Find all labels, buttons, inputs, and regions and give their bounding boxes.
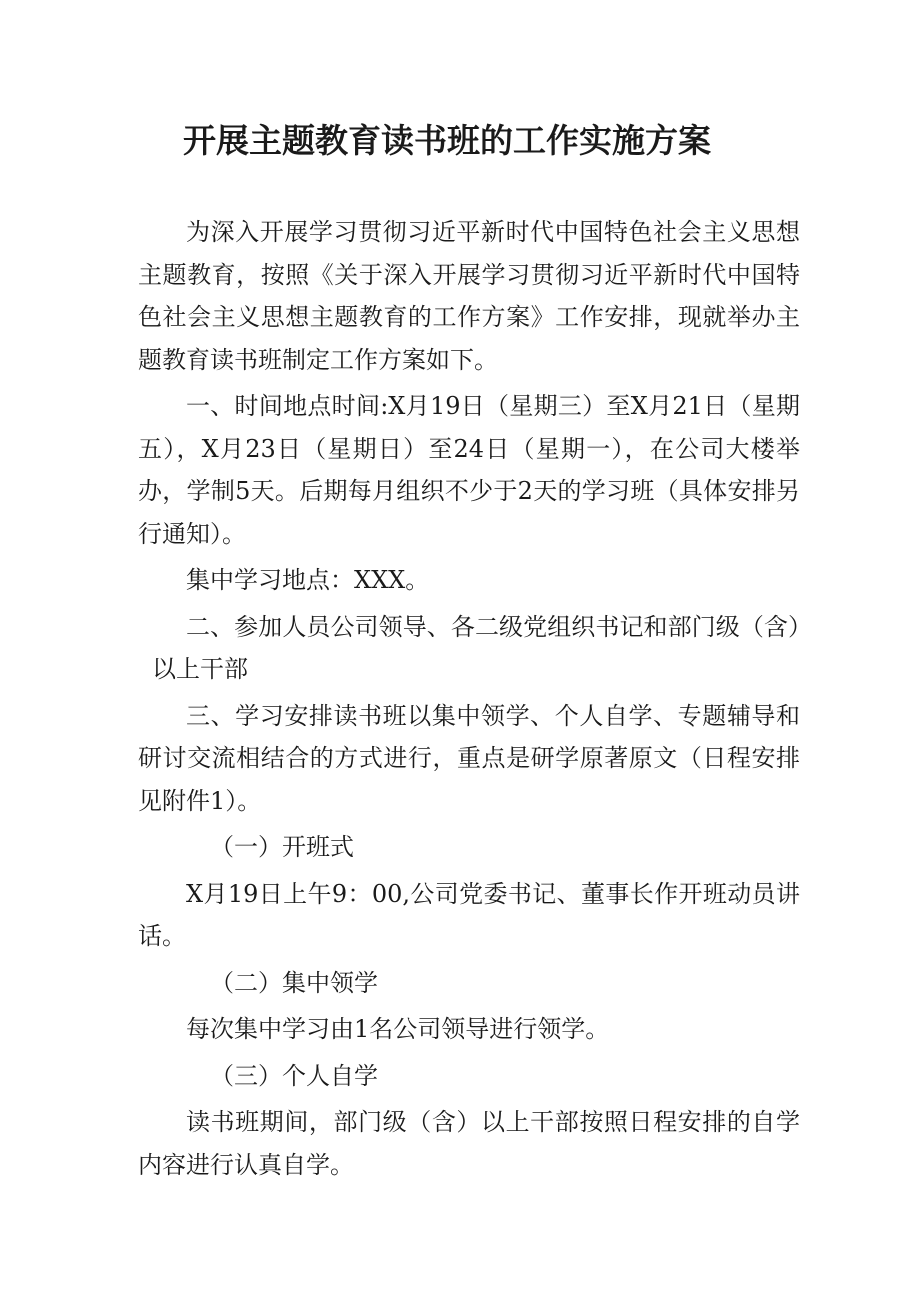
paragraph-opening-ceremony: X月19日上午9：00,公司党委书记、董事长作开班动员讲话。 [138, 879, 800, 950]
paragraph-intro: 为深入开展学习贯彻习近平新时代中国特色社会主义思想主题教育，按照《关于深入开展学习贯彻习近平新时代中国特色社会主义思想主题教育的工作方案》工作安排，现就举办主题教育读书班制定工作方案如下。 [138, 218, 800, 374]
paragraph-group-study: 每次集中学习由1名公司领导进行领学。 [186, 1015, 610, 1043]
heading-group-study: （二）集中领学 [210, 968, 378, 997]
paragraph-study-arrangement: 三、学习安排读书班以集中领学、个人自学、专题辅导和研讨交流相结合的方式进行，重点是研学原著原文（日程安排见附件1）。 [138, 701, 800, 815]
paragraph-participants: 二、参加人员公司领导、各二级党组织书记和部门级（含）以上干部 [152, 612, 800, 683]
document-title: 开展主题教育读书班的工作实施方案 [183, 121, 711, 160]
paragraph-self-study: 读书班期间，部门级（含）以上干部按照日程安排的自学内容进行认真自学。 [138, 1108, 800, 1179]
paragraph-time-location: 一、时间地点时间:X月19日（星期三）至X月21日（星期五），X月23日（星期日）至24日（星期一），在公司大楼举办，学制5天。后期每月组织不少于2天的学习班（具体安排另行通知）。 [138, 392, 800, 548]
document-body [138, 211, 800, 1186]
paragraph-study-location: 集中学习地点：XXX。 [186, 566, 430, 594]
heading-opening-ceremony: （一）开班式 [210, 833, 354, 861]
heading-self-study: （三）个人自学 [210, 1061, 378, 1090]
